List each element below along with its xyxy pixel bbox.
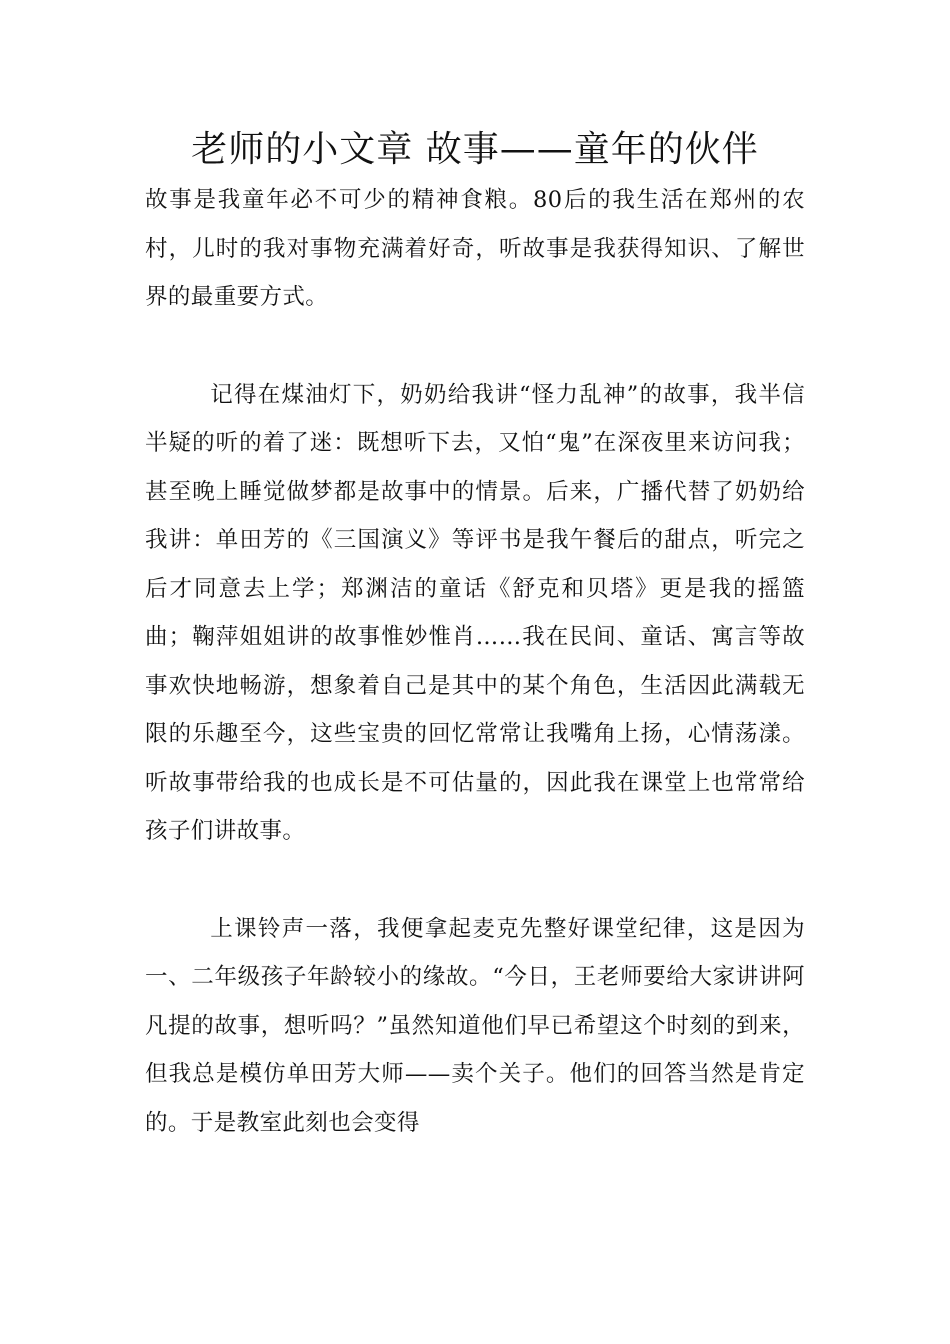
paragraph-2: 记得在煤油灯下，奶奶给我讲“怪力乱神”的故事，我半信半疑的听的着了迷：既想听下去，又怕“鬼”在深夜里来访问我；甚至晚上睡觉做梦都是故事中的情景。后来，广播代替了奶奶给我讲：单田芳的《三国演义》等评书是我午餐后的甜点，听完之后才同意去上学；郑渊洁的童话《舒克和贝塔》更是我的摇篮曲；鞠萍姐姐讲的故事惟妙惟肖……我在民间、童话、寓言等故事欢快地畅游，想象着自己是其中的某个角色，生活因此满载无限的乐趣至今，这些宝贵的回忆常常让我嘴角上扬，心情荡漾。听故事带给我的也成长是不可估量的，因此我在课堂上也常常给孩子们讲故事。: [145, 381, 805, 844]
paragraph-spacer: [145, 322, 805, 371]
document-body: [145, 176, 805, 1147]
paragraph-3: 上课铃声一落，我便拿起麦克先整好课堂纪律，这是因为一、二年级孩子年龄较小的缘故。“今日，王老师要给大家讲讲阿凡提的故事，想听吗？”虽然知道他们早已希望这个时刻的到来，但我总是模仿单田芳大师——卖个关子。他们的回答当然是肯定的。于是教室此刻也会变得: [145, 915, 805, 1136]
paragraph-spacer: [145, 856, 805, 905]
document-title: 老师的小文章 故事——童年的伙伴: [191, 129, 759, 170]
paragraph-1: 故事是我童年必不可少的精神食粮。80后的我生活在郑州的农村，儿时的我对事物充满着好奇，听故事是我获得知识、了解世界的最重要方式。: [145, 187, 805, 310]
